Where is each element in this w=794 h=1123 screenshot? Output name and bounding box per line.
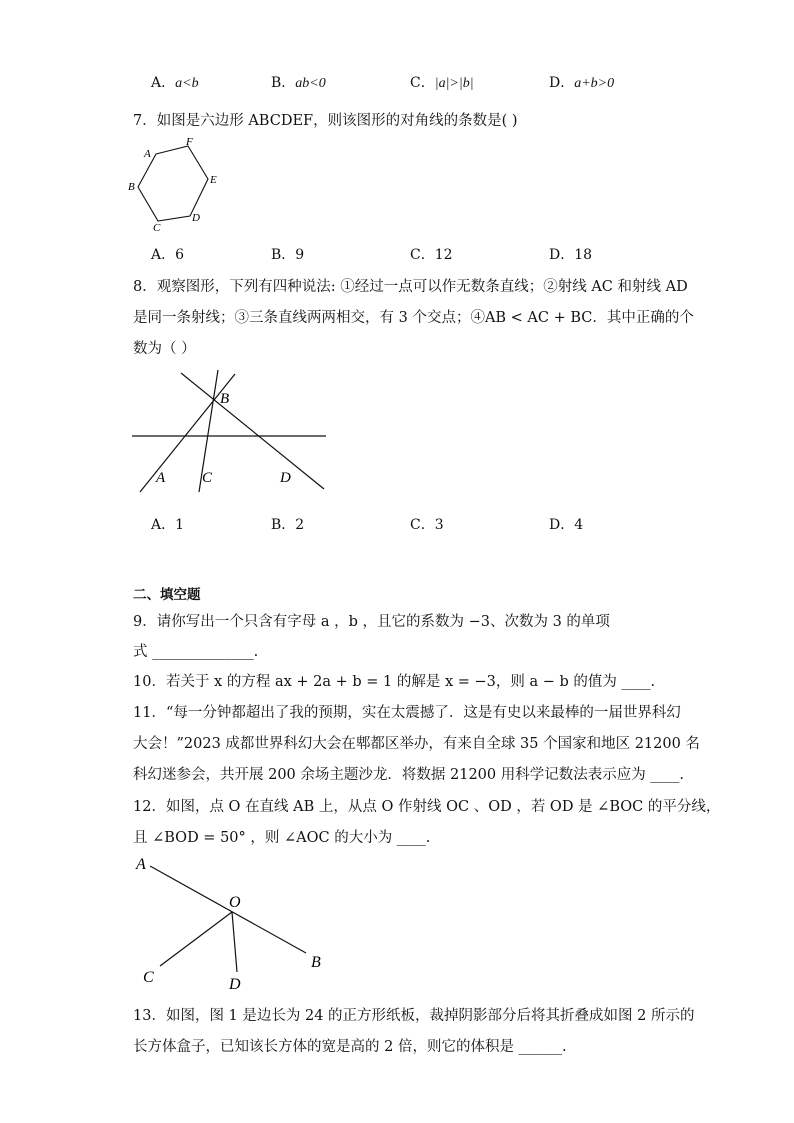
q7-option-c [410,244,453,264]
option-text: 4 [574,517,584,533]
q7-option-d [549,244,592,264]
option-letter: A． [151,75,176,91]
fig12-label-d: D [229,976,241,993]
option-letter: A． [151,247,176,263]
q13-line2: 长方体盒子，已知该长方体的宽是高的 2 倍，则它的体积是 ______. [133,1039,567,1055]
q8-option-d [549,514,583,534]
ray-oc [160,912,232,966]
option-text: a+b>0 [574,76,615,91]
option-letter: D． [549,247,575,263]
option-letter: C． [410,517,435,533]
option-letter: C． [410,75,435,91]
option-text: a<b [175,76,199,91]
q13-line1: 13．如图，图 1 是边长为 24 的正方形纸板，裁掉阴影部分后将其折叠成如图 2 所示的 [133,1008,695,1024]
option-text: 2 [295,517,305,533]
option-letter: B． [271,247,296,263]
hex-label-e: E [210,174,217,186]
q7-option-b [271,244,304,264]
q8-option-c [410,514,444,534]
q11-line2: 大会！”2023 成都世界科幻大会在郫都区举办，有来自全球 35 个国家和地区 21200 名 [133,736,700,752]
q8-option-b [271,514,304,534]
fig12-label-o: O [229,894,241,911]
option-letter: B． [271,75,296,91]
q8-stem-line1: 8．观察图形，下列有四种说法: ①经过一点可以作无数条直线；②射线 AC 和射线 AD [133,279,688,295]
option-letter: B． [271,517,296,533]
fig12-label-a: A [136,856,146,873]
option-text: |a|>|b| [434,76,474,91]
hex-label-f: F [186,136,193,148]
option-text: 3 [434,517,444,533]
hex-label-c: C [153,222,161,234]
q12-line2: 且 ∠BOD = 50° ，则 ∠AOC 的大小为 ____. [133,830,431,846]
option-text: 18 [574,247,593,263]
option-text: 1 [175,517,185,533]
hex-label-b: B [128,181,135,193]
fig8-label-d: D [280,470,291,486]
angle-figure [128,850,338,996]
fig8-label-b: B [220,391,230,407]
q12-line1: 12．如图，点 O 在直线 AB 上，从点 O 作射线 OC 、OD ，若 OD 是 ∠BOC 的平分线， [133,799,721,815]
hexagon-figure [128,134,228,234]
q10-text: 10．若关于 x 的方程 ax + 2a + b = 1 的解是 x = −3，则 a − b 的值为 ____. [133,674,656,690]
option-text: 6 [175,247,185,263]
q9-line1: 9．请你写出一个只含有字母 a ，b ，且它的系数为 −3、次数为 3 的单项 [133,614,610,630]
q8-stem-line2: 是同一条射线；③三条直线两两相交，有 3 个交点；④AB < AC + BC．其中正确的个 [133,310,694,326]
three-lines-figure [128,365,333,500]
fig8-label-c: C [202,470,213,486]
q6-option-c [410,72,474,92]
option-letter: C． [410,247,435,263]
q9-line2: 式 ______________. [133,644,259,660]
q6-option-a [151,72,199,92]
q6-option-b [271,72,326,92]
option-letter: D． [549,517,575,533]
ray-od [232,912,237,972]
q8-stem-line3: 数为（ ） [133,341,196,357]
q11-line3: 科幻迷参会，共开展 200 余场主题沙龙．将数据 21200 用科学记数法表示应为 ____. [133,767,684,783]
q8-option-a [151,514,184,534]
line-ab [150,866,306,953]
option-text: 12 [434,247,453,263]
fig12-label-c: C [143,969,154,986]
hex-label-a: A [144,148,151,160]
option-letter: A． [151,517,176,533]
q7-stem: 7．如图是六边形 ABCDEF，则该图形的对角线的条数是( ) [133,113,518,129]
section-title: 二、填空题 [133,587,201,603]
option-text: 9 [295,247,305,263]
q6-option-d [549,72,614,92]
fig12-label-b: B [311,954,321,971]
option-letter: D． [549,75,575,91]
q7-option-a [151,244,184,264]
option-text: ab<0 [295,76,326,91]
fig8-label-a: A [156,470,166,486]
hex-label-d: D [192,212,200,224]
q11-line1: 11．“每一分钟都超出了我的预期，实在太震撼了．这是有史以来最棒的一届世界科幻 [133,705,681,721]
